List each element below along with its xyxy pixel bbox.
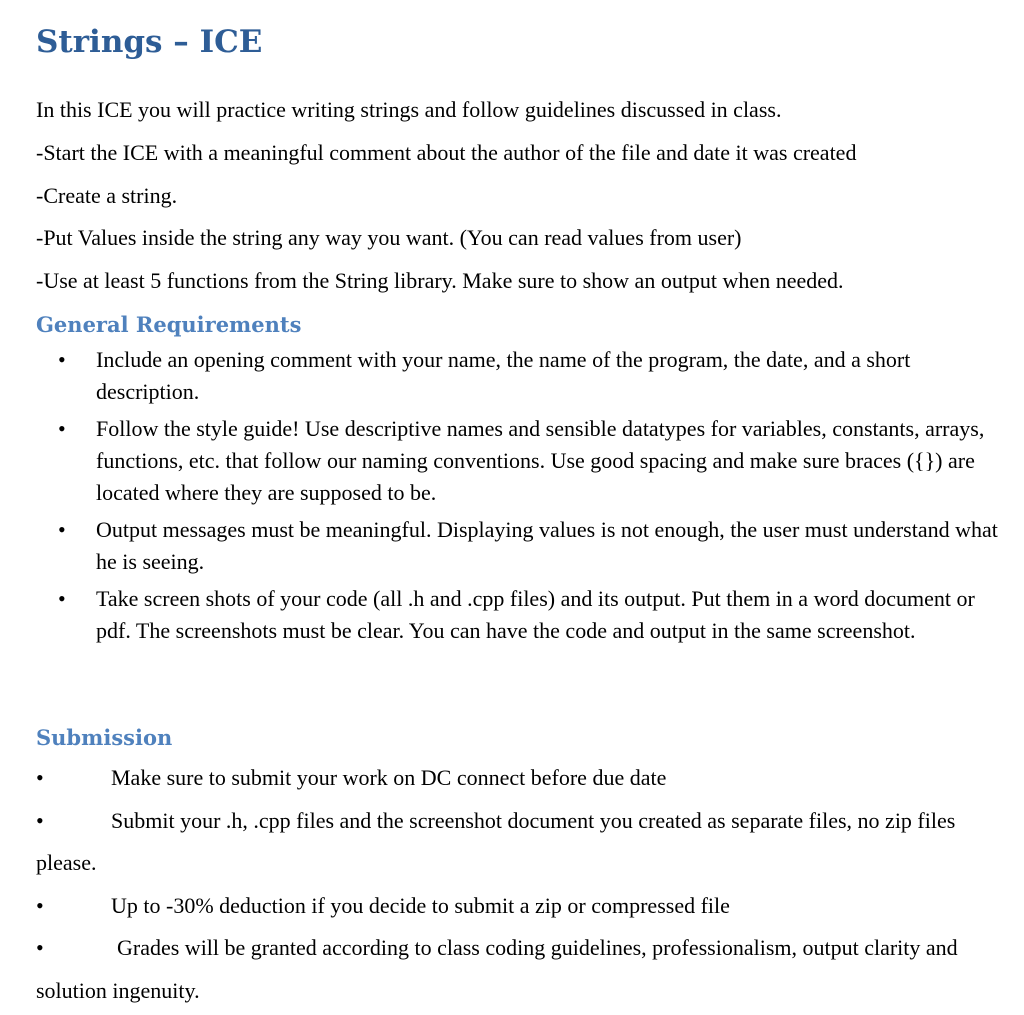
list-item-text: Output messages must be meaningful. Displaying values is not enough, the user must understand what he is seeing. [96, 517, 998, 574]
list-item-text: Include an opening comment with your name, the name of the program, the date, and a short description. [96, 347, 911, 404]
submission-heading: Submission [36, 725, 173, 750]
intro-line: -Start the ICE with a meaningful comment about the author of the file and date it was created [36, 140, 857, 165]
list-item-text: Grades will be granted according to class coding guidelines, professionalism, output clarity and solution ingenuity. [36, 935, 958, 1003]
submission-list [0, 757, 1024, 1012]
list-item [0, 757, 1024, 800]
bullet-icon: • [58, 416, 66, 441]
list-item [0, 800, 1024, 885]
intro-line: -Use at least 5 functions from the String library. Make sure to show an output when needed. [36, 268, 844, 293]
bullet-icon: • [58, 586, 66, 611]
intro-line: -Put Values inside the string any way you want. (You can read values from user) [36, 225, 742, 250]
bullet-icon: • [36, 765, 44, 790]
intro-line: -Create a string. [36, 183, 178, 208]
list-item-text: Submit your .h, .cpp files and the screenshot document you created as separate files, no zip files please. [36, 807, 956, 875]
intro-line: In this ICE you will practice writing strings and follow guidelines discussed in class. [36, 97, 782, 122]
list-item [0, 514, 1024, 578]
list-item [0, 885, 1024, 928]
list-item-text: Make sure to submit your work on DC connect before due date [111, 765, 667, 790]
list-item-text: Follow the style guide! Use descriptive names and sensible datatypes for variables, constants, arrays, functions, etc. that follow our naming conventions. Use good spacing and make sure braces ({}) are located where they are supposed to be. [96, 416, 985, 505]
list-item [0, 927, 1024, 1012]
bullet-icon: • [36, 807, 44, 833]
list-item [0, 413, 1024, 509]
bullet-icon: • [36, 892, 44, 918]
list-item-text: Take screen shots of your code (all .h and .cpp files) and its output. Put them in a word document or pdf. The screenshots must be clear. You can have the code and output in the same screenshot. [96, 586, 975, 643]
general-requirements-heading: General Requirements [36, 312, 302, 337]
bullet-icon: • [36, 935, 44, 960]
bullet-icon: • [58, 517, 66, 542]
page-title: Strings – ICE [36, 24, 263, 60]
general-requirements-list [0, 344, 1024, 652]
list-item [0, 344, 1024, 408]
list-item-text: Up to -30% deduction if you decide to submit a zip or compressed file [111, 892, 730, 918]
bullet-icon: • [58, 347, 66, 372]
list-item [0, 583, 1024, 647]
